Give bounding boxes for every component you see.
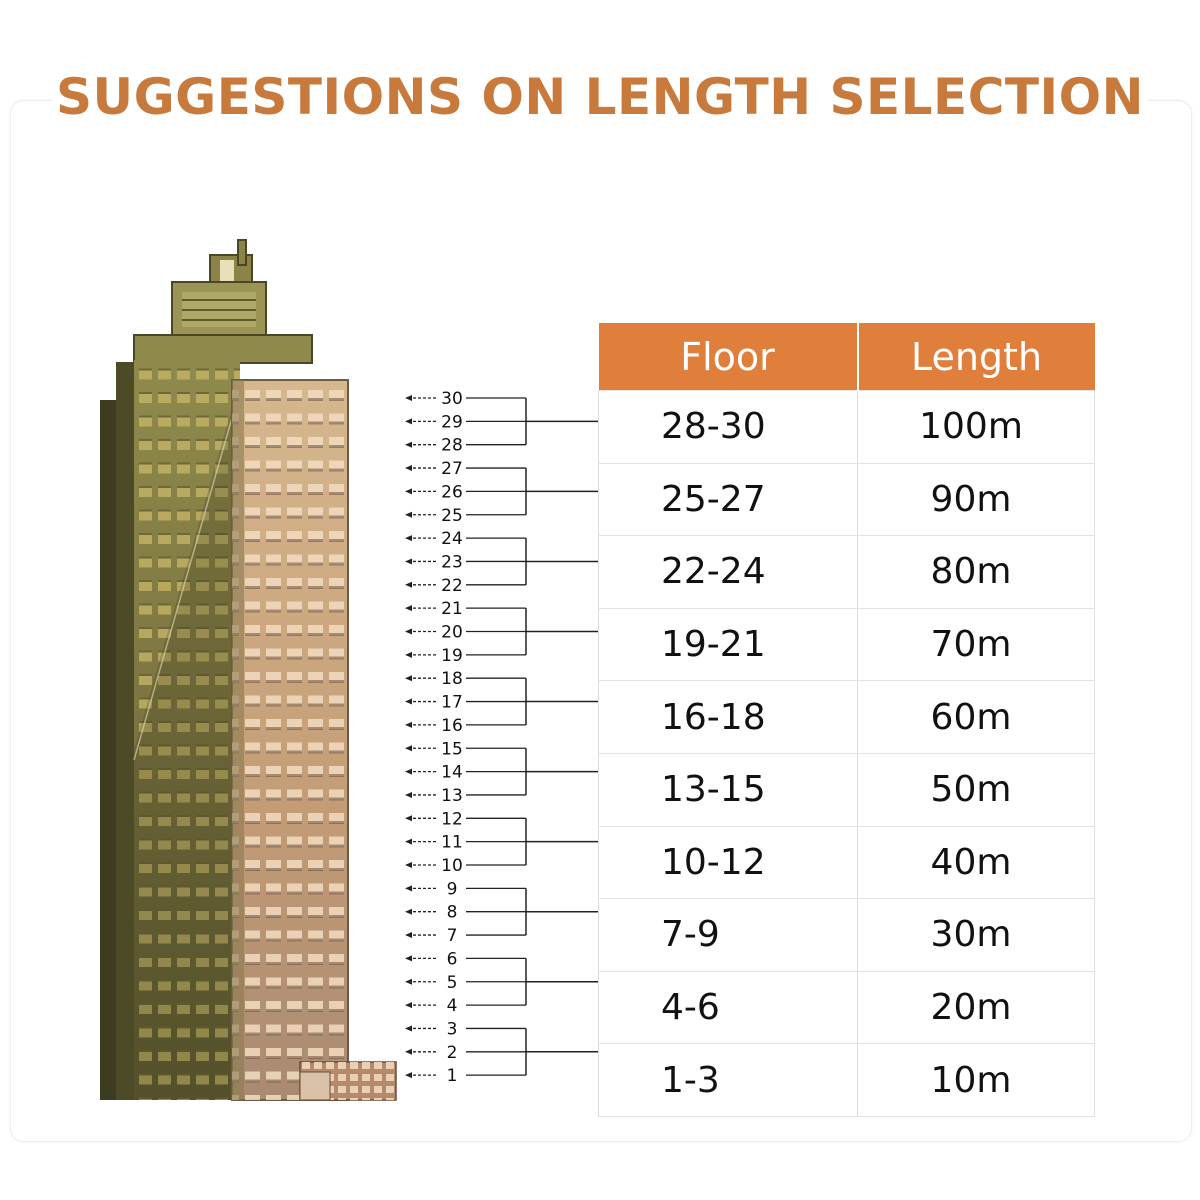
floor-number: 25 <box>441 505 463 526</box>
arrow-left-icon <box>405 512 412 518</box>
arrow-left-icon <box>405 839 412 845</box>
floor-marker <box>405 693 526 713</box>
rooftop <box>134 240 312 363</box>
arrow-left-icon <box>405 1049 412 1055</box>
arrow-left-icon <box>405 605 412 611</box>
floor-number: 21 <box>441 599 463 620</box>
arrow-left-icon <box>405 815 412 821</box>
floor-marker <box>405 599 526 619</box>
floor-number: 23 <box>441 552 463 573</box>
bracket-connector <box>526 468 598 515</box>
table-row <box>599 681 1095 754</box>
floor-number: 27 <box>441 459 463 480</box>
table-row <box>599 753 1095 826</box>
arrow-left-icon <box>405 488 412 494</box>
length-table <box>598 323 1095 1117</box>
floor-marker <box>405 809 526 829</box>
floor-marker <box>405 669 526 689</box>
floor-range-cell: 22-24 <box>599 536 858 609</box>
floor-marker <box>405 389 526 409</box>
tower-right <box>232 380 348 1100</box>
floor-marker <box>405 763 526 783</box>
arrow-left-icon <box>405 862 412 868</box>
table-header-row <box>599 323 1095 391</box>
floor-number: 19 <box>441 645 463 666</box>
floor-marker <box>405 833 526 853</box>
bracket-connector <box>526 608 598 655</box>
arrow-left-icon <box>405 769 412 775</box>
floor-marker <box>405 856 526 876</box>
arrow-left-icon <box>405 535 412 541</box>
table-row <box>599 971 1095 1044</box>
floor-marker <box>405 926 526 946</box>
arrow-left-icon <box>405 955 412 961</box>
bracket-connector <box>526 538 598 585</box>
floor-marker <box>405 786 526 806</box>
table-row <box>599 391 1095 464</box>
floor-number: 7 <box>446 926 458 947</box>
floor-range-cell: 13-15 <box>599 753 858 826</box>
floor-marker <box>405 903 526 923</box>
arrow-left-icon <box>405 722 412 728</box>
arrow-left-icon <box>405 418 412 424</box>
length-cell: 80m <box>858 536 1095 609</box>
floor-number: 9 <box>446 879 458 900</box>
floor-marker <box>405 646 526 666</box>
length-cell: 20m <box>858 971 1095 1044</box>
floor-number: 6 <box>446 949 458 970</box>
arrow-left-icon <box>405 885 412 891</box>
floor-number: 5 <box>446 972 458 993</box>
floor-number: 26 <box>441 482 463 503</box>
arrow-left-icon <box>405 582 412 588</box>
arrow-left-icon <box>405 932 412 938</box>
length-cell: 40m <box>858 826 1095 899</box>
header-length: Length <box>858 323 1095 391</box>
floor-markers <box>405 389 526 1086</box>
floor-marker <box>405 576 526 596</box>
arrow-left-icon <box>405 699 412 705</box>
arrow-left-icon <box>405 1025 412 1031</box>
length-cell: 30m <box>858 899 1095 972</box>
floor-number: 1 <box>446 1066 458 1087</box>
floor-marker <box>405 879 526 899</box>
floor-marker <box>405 623 526 643</box>
bracket-connector <box>526 1028 598 1075</box>
floor-range-cell: 7-9 <box>599 899 858 972</box>
floor-number: 14 <box>441 762 463 783</box>
table-row <box>599 608 1095 681</box>
annex <box>300 1062 396 1100</box>
floor-number: 18 <box>441 669 463 690</box>
table-row <box>599 899 1095 972</box>
floor-range-cell: 19-21 <box>599 608 858 681</box>
bracket-connector <box>526 888 598 935</box>
floor-marker <box>405 739 526 759</box>
floor-range-cell: 16-18 <box>599 681 858 754</box>
floor-number: 10 <box>441 856 463 876</box>
floor-number: 17 <box>441 692 463 713</box>
arrow-left-icon <box>405 1002 412 1008</box>
length-cell: 50m <box>858 753 1095 826</box>
header-floor: Floor <box>599 323 858 391</box>
arrow-left-icon <box>405 1072 412 1078</box>
floor-marker <box>405 412 526 432</box>
bracket-connector <box>526 958 598 1005</box>
floor-number: 30 <box>441 389 463 409</box>
bracket-connectors <box>526 398 598 1075</box>
floor-number: 11 <box>441 832 463 853</box>
floor-marker <box>405 996 526 1016</box>
arrow-left-icon <box>405 979 412 985</box>
floor-marker <box>405 1019 526 1039</box>
length-cell: 60m <box>858 681 1095 754</box>
arrow-left-icon <box>405 909 412 915</box>
floor-number: 8 <box>446 902 458 923</box>
floor-number: 15 <box>441 739 463 760</box>
tower-left <box>100 360 240 1100</box>
floor-number: 12 <box>441 809 463 830</box>
floor-number: 3 <box>446 1019 458 1040</box>
floor-marker <box>405 436 526 456</box>
floor-number: 29 <box>441 412 463 433</box>
floor-marker <box>405 973 526 993</box>
bracket-connector <box>526 818 598 865</box>
floor-number: 22 <box>441 575 463 596</box>
floor-marker <box>405 482 526 502</box>
table-row <box>599 826 1095 899</box>
floor-range-cell: 25-27 <box>599 463 858 536</box>
arrow-left-icon <box>405 652 412 658</box>
arrow-left-icon <box>405 465 412 471</box>
floor-range-cell: 1-3 <box>599 1044 858 1117</box>
floor-marker <box>405 716 526 736</box>
bracket-connector <box>526 398 598 445</box>
floor-number: 13 <box>441 785 463 806</box>
floor-marker <box>405 459 526 479</box>
floor-number: 20 <box>441 622 463 643</box>
floor-marker <box>405 529 526 549</box>
bracket-connector <box>526 678 598 725</box>
table-row <box>599 463 1095 536</box>
bracket-connector <box>526 748 598 795</box>
arrow-left-icon <box>405 558 412 564</box>
floor-marker <box>405 1066 526 1086</box>
arrow-left-icon <box>405 675 412 681</box>
arrow-left-icon <box>405 442 412 448</box>
floor-range-cell: 4-6 <box>599 971 858 1044</box>
floor-number: 16 <box>441 715 463 736</box>
arrow-left-icon <box>405 395 412 401</box>
floor-range-cell: 28-30 <box>599 391 858 464</box>
floor-marker <box>405 506 526 526</box>
arrow-left-icon <box>405 792 412 798</box>
floor-number: 28 <box>441 435 463 456</box>
length-cell: 90m <box>858 463 1095 536</box>
arrow-left-icon <box>405 745 412 751</box>
floor-marker <box>405 552 526 572</box>
length-cell: 70m <box>858 608 1095 681</box>
floor-marker <box>405 1043 526 1063</box>
table-row <box>599 536 1095 609</box>
floor-number: 2 <box>446 1042 458 1063</box>
page-title: SUGGESTIONS ON LENGTH SELECTION <box>0 62 1200 132</box>
length-cell: 100m <box>858 391 1095 464</box>
floor-number: 4 <box>446 996 458 1017</box>
length-cell: 10m <box>858 1044 1095 1117</box>
arrow-left-icon <box>405 629 412 635</box>
floor-range-cell: 10-12 <box>599 826 858 899</box>
floor-marker <box>405 949 526 969</box>
table-row <box>599 1044 1095 1117</box>
floor-number: 24 <box>441 529 463 550</box>
